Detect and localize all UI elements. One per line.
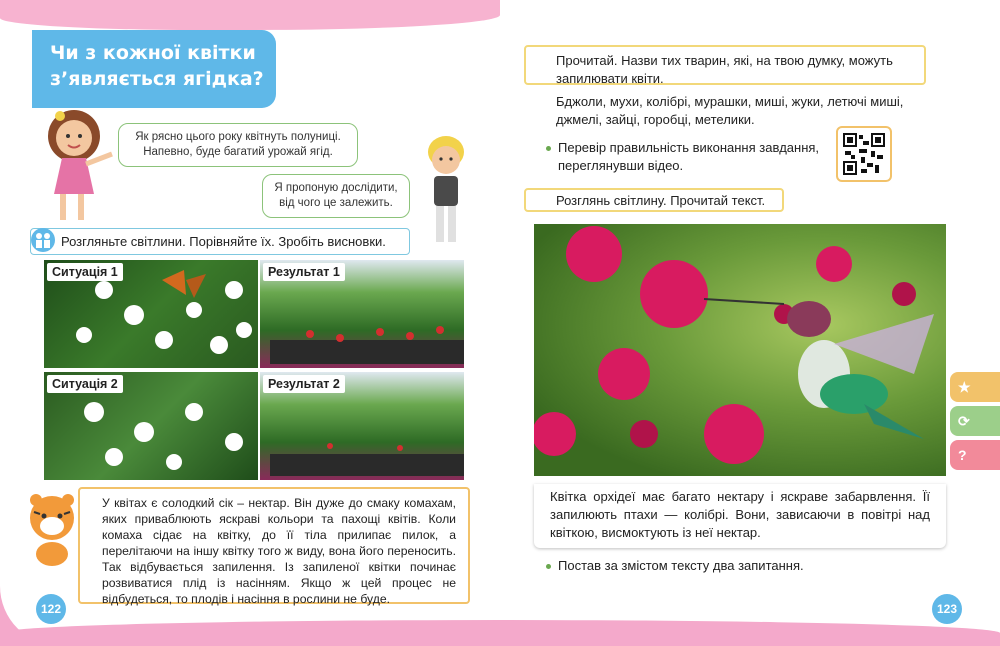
- boy-speech-bubble: Я пропоную дослідити, від чого це залежить.: [262, 174, 410, 218]
- animals-list: Бджоли, мухи, колібрі, мурашки, миші, жуки, летючі миші, джмелі, зайці, горобці, метелики.: [556, 94, 904, 127]
- tiger-mascot: [24, 492, 80, 568]
- question-icon: ?: [958, 447, 967, 463]
- left-page-top-curve: [0, 0, 500, 30]
- situation-2-photo: [44, 372, 258, 480]
- bullet-dot: [546, 146, 551, 151]
- ask-questions-task: [546, 557, 886, 575]
- check-video-task: [546, 139, 826, 175]
- repeat-tab[interactable]: [950, 406, 1000, 436]
- check-video-text: Перевір правильність виконання завдання, переглянувши відео.: [558, 140, 820, 173]
- result-2-photo: [260, 372, 464, 480]
- question-tab[interactable]: [950, 440, 1000, 470]
- title-line-1: Чи з кожної квітки: [50, 42, 256, 64]
- page-number-right: 123: [932, 594, 962, 624]
- result-1-label: Результат 1: [263, 263, 345, 281]
- girl-illustration: [40, 102, 120, 224]
- photo-read-task-text: Розглянь світлину. Прочитай текст.: [556, 193, 766, 208]
- qr-code-icon: [843, 133, 885, 175]
- situation-1-photo: [44, 260, 258, 368]
- girl-speech-bubble: Як рясно цього року квітнуть полуниці. Напевно, буде багатий урожай ягід.: [118, 123, 358, 167]
- qr-code-video-link[interactable]: [836, 126, 892, 182]
- situation-1-label: Ситуація 1: [47, 263, 123, 281]
- page-number-left: 122: [36, 594, 66, 624]
- compare-photos-task-text: Розгляньте світлини. Порівняйте їх. Зробіть висновки.: [61, 234, 386, 249]
- group-work-icon: [30, 227, 56, 253]
- bullet-dot: [546, 564, 551, 569]
- lesson-title: [32, 30, 276, 108]
- photo-read-task: [524, 188, 784, 212]
- orchid-text-box: Квітка орхідеї має багато нектару і яскраве забарвлення. Її запилюють птахи — колібрі. Вони, зависаючи в повітрі над квіткою, висмоктують із неї нектар.: [534, 484, 946, 548]
- boy-illustration: [420, 134, 472, 246]
- hummingbird-orchid-illustration: [534, 224, 946, 476]
- read-animals-task-text: Прочитай. Назви тих тварин, які, на твою думку, можуть запилювати квіти.: [556, 53, 893, 86]
- title-line-2: з’являється ягідка?: [50, 68, 264, 90]
- ask-questions-text: Постав за змістом тексту два запитання.: [558, 558, 804, 573]
- compare-photos-task: [30, 228, 410, 255]
- read-animals-task: [524, 45, 926, 85]
- pollination-info-box: У квітах є солодкий сік – нектар. Він дуже до смаку комахам, яких приваблюють яскраві кольори та пахощі квітів. Коли комаха сідає на квітку, до її тіла прилипає пилок, а перелітаючи на іншу квітку того ж виду, вона його переносить. Так відбувається запилення. Із запиленої квітки починає розвиватися плід із насінням. Якщо ж цей процес не відбудеться, то плодів і насіння в рослини не буде.: [78, 487, 470, 604]
- hummingbird-photo: [534, 224, 946, 476]
- result-2-label: Результат 2: [263, 375, 345, 393]
- refresh-icon: ⟳: [958, 413, 970, 429]
- star-icon: ★: [958, 379, 971, 395]
- star-tab[interactable]: [950, 372, 1000, 402]
- pink-bottom-wave: [0, 620, 1000, 646]
- result-1-photo: [260, 260, 464, 368]
- situation-2-label: Ситуація 2: [47, 375, 123, 393]
